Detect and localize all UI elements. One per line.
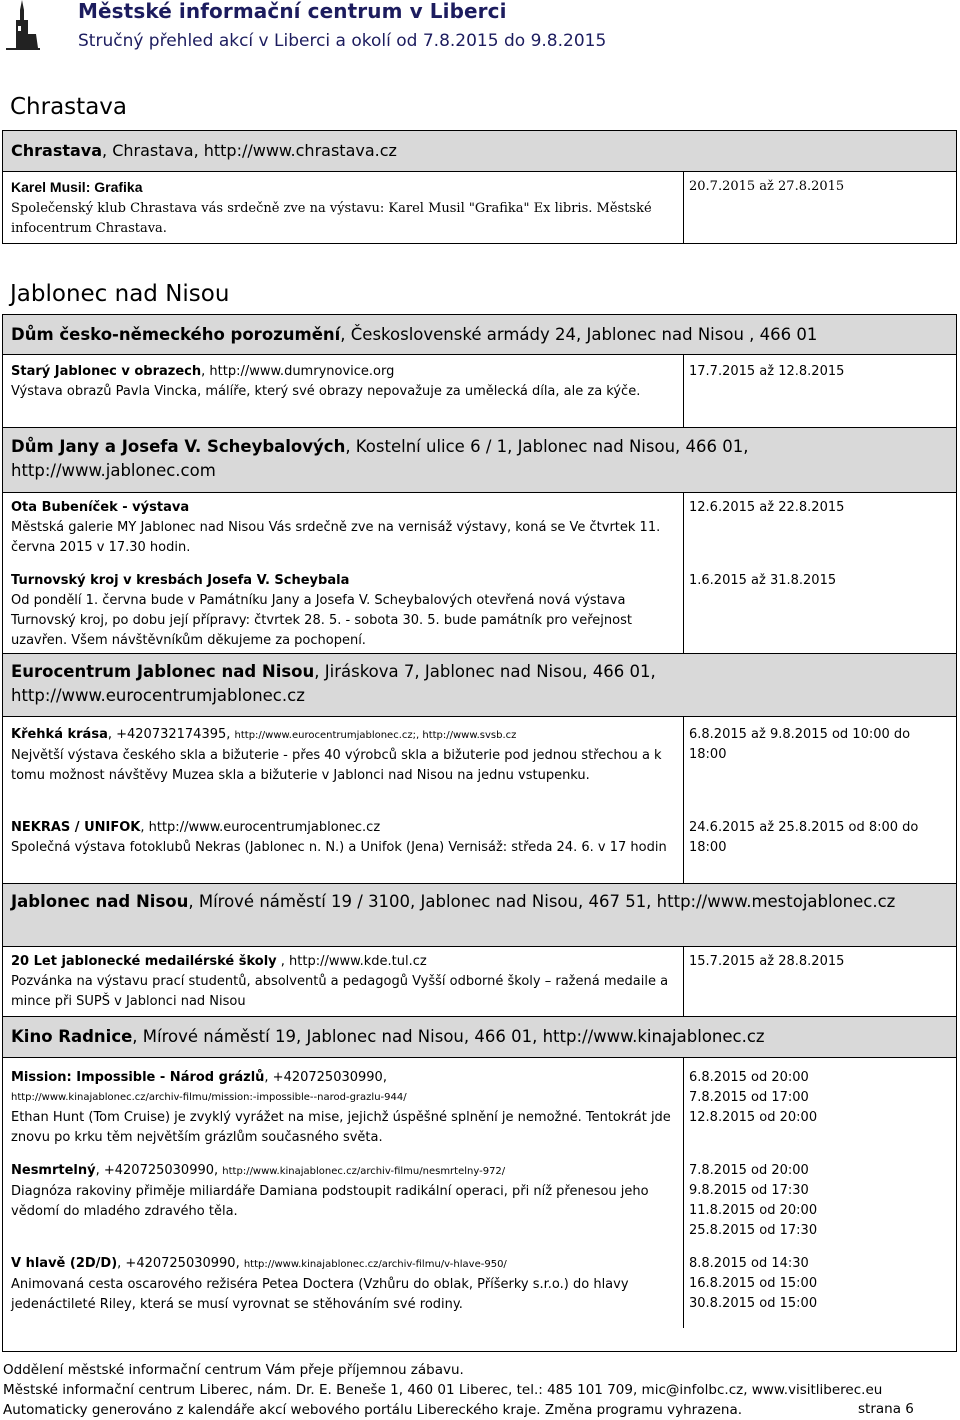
event-date: 17.7.2015 až 12.8.2015 [689, 364, 845, 379]
showtime: 6.8.2015 od 20:00 [689, 1070, 809, 1085]
event-date: 15.7.2015 až 28.8.2015 [689, 954, 845, 969]
event-link[interactable]: http://www.kinajablonec.cz/archiv-filmu/v-hlave-950/ [243, 1259, 507, 1270]
event-link[interactable]: http://www.kinajablonec.cz/archiv-filmu/mission:-impossible--narod-grazlu-944/ [11, 1092, 407, 1103]
event-row [3, 355, 956, 427]
event-date: 1.6.2015 až 31.8.2015 [689, 573, 837, 588]
event-info [11, 1161, 671, 1222]
venue-bar [3, 427, 956, 493]
venue-details: , Chrastava, http://www.chrastava.cz [102, 141, 397, 160]
city-logo-icon [2, 0, 42, 50]
venue-details: , Mírové náměstí 19 / 3100, Jablonec nad Nisou, 467 51, http://www.mestojablonec.cz [188, 892, 896, 911]
page-number: strana 6 [858, 1401, 914, 1417]
venue-name: Dům česko-německého porozumění [11, 325, 341, 344]
event-link[interactable]: , http://www.kde.tul.cz [276, 954, 427, 969]
showtime: 9.8.2015 od 17:30 [689, 1183, 809, 1198]
showtime: 8.8.2015 od 14:30 [689, 1256, 809, 1271]
venue-box-jablonec [2, 314, 957, 1352]
showtime: 16.8.2015 od 15:00 [689, 1276, 818, 1291]
event-phone: , +420732174395, [107, 727, 235, 742]
showtime: 12.8.2015 od 20:00 [689, 1110, 818, 1125]
event-info [11, 818, 671, 858]
event-date: 20.7.2015 až 27.8.2015 [689, 179, 845, 194]
event-phone: , +420725030990, [264, 1070, 387, 1085]
page-header-title: Městské informační centrum v Liberci [78, 0, 507, 23]
event-description: Od pondělí 1. června bude v Památníku Jany a Josefa V. Scheybalových otevřená nová výstava Turnovský kroj, po dobu její přípravy: čtvrtek 28. 5. - sobota 30. 5. bude památník pro veřejnost uzavřen. Všem návštěvníkům děkujeme za pochopení. [11, 593, 632, 648]
event-description: Ethan Hunt (Tom Cruise) je zvyklý vyrážet na mise, jejichž úspěšné splnění je nemožné. Tentokrát jde znovu po krku těm největším grázlům současného světa. [11, 1110, 671, 1145]
event-description: Pozvánka na výstavu prací studentů, absolventů a pedagogů Vyšší odborné školy – ražená medaile a mince při SUPŠ v Jablonci nad Nisou [11, 974, 669, 1009]
section-heading-jablonec: Jablonec nad Nisou [10, 281, 230, 307]
event-dates [689, 1254, 949, 1314]
event-info [11, 177, 671, 239]
event-title: Karel Musil: Grafika [11, 179, 143, 195]
event-info [11, 1254, 671, 1315]
venue-name: Kino Radnice [11, 1027, 133, 1046]
event-group [3, 717, 956, 883]
venue-details: , Československé armády 24, Jablonec nad Nisou , 466 01 [340, 325, 818, 344]
event-description: Výstava obrazů Pavla Vincka, málíře, který své obrazy nepovažuje za umělecká díla, ale za kýče. [11, 384, 641, 399]
showtime: 7.8.2015 od 17:00 [689, 1090, 809, 1105]
event-description: Městská galerie MY Jablonec nad Nisou Vás srdečně zve na vernisáž výstavy, koná se Ve čtvrtek 11. června 2015 v 17.30 hodin. [11, 520, 661, 555]
event-phone: , +420725030990, [95, 1163, 223, 1178]
venue-details: , Kostelní ulice 6 / 1, Jablonec nad Nisou, 466 01, http://www.jablonec.com [11, 437, 749, 480]
section-heading-chrastava: Chrastava [10, 94, 127, 120]
showtime: 7.8.2015 od 20:00 [689, 1163, 809, 1178]
event-title: Mission: Impossible - Národ grázlů [11, 1070, 265, 1085]
showtime: 25.8.2015 od 17:30 [689, 1223, 818, 1238]
event-title: Křehká krása [11, 727, 108, 742]
event-title: Starý Jablonec v obrazech [11, 364, 202, 379]
event-link[interactable]: http://www.eurocentrumjablonec.cz;, http://www.svsb.cz [234, 730, 517, 741]
footer-contact: Městské informační centrum Liberec, nám. Dr. E. Beneše 1, 460 01 Liberec, tel.: 485 101 709, mic@infolbc.cz, www.visitliberec.eu [3, 1382, 883, 1398]
event-group [3, 1058, 956, 1328]
venue-name: Jablonec nad Nisou [11, 892, 189, 911]
event-row [3, 947, 956, 1016]
event-link[interactable]: http://www.kinajablonec.cz/archiv-filmu/nesmrtelny-972/ [222, 1166, 506, 1177]
event-description: Diagnóza rakoviny přiměje miliardáře Damiana podstoupit radikální operaci, při níž přenesou jeho vědomí do mladého zdravého těla. [11, 1184, 649, 1219]
event-row [3, 172, 956, 244]
venue-bar [3, 131, 956, 172]
venue-box-chrastava [2, 130, 957, 244]
page-header-subtitle: Stručný přehled akcí v Liberci a okolí od 7.8.2015 do 9.8.2015 [78, 31, 607, 51]
event-link[interactable]: , http://www.dumrynovice.org [201, 364, 395, 379]
event-description: Animovaná cesta oscarového režiséra Petea Doctera (Vzhůru do oblak, Příšerky s.r.o.) do hlavy jedenáctileté Riley, která se musí vyrovnat se stěhováním své rodiny. [11, 1277, 629, 1312]
venue-bar [3, 315, 956, 355]
event-date: 24.6.2015 až 25.8.2015 od 8:00 do 18:00 [689, 820, 919, 855]
venue-name: Dům Jany a Josefa V. Scheybalových [11, 437, 346, 456]
venue-name: Chrastava [11, 141, 103, 160]
venue-bar [3, 883, 956, 947]
event-description: Největší výstava českého skla a bižuterie - přes 40 výrobců skla a bižuterie pod jednou střechou a k tomu možnost návštěvy Muzea skla a bižuterie v Jablonci nad Nisou na jednu vstupenku. [11, 748, 662, 783]
event-phone: , +420725030990, [117, 1256, 244, 1271]
event-title: Ota Bubeníček - výstava [11, 500, 190, 515]
event-group [3, 493, 956, 653]
event-title: V hlavě (2D/D) [11, 1256, 118, 1271]
event-title: NEKRAS / UNIFOK [11, 820, 141, 835]
event-date: 6.8.2015 až 9.8.2015 od 10:00 do 18:00 [689, 727, 911, 762]
showtime: 30.8.2015 od 15:00 [689, 1296, 818, 1311]
footer-note: Automaticky generováno z kalendáře akcí webového portálu Libereckého kraje. Změna programu vyhrazena. [3, 1402, 743, 1418]
footer-greeting: Oddělení městské informační centrum Vám přeje příjemnou zábavu. [3, 1362, 464, 1378]
event-dates [689, 1068, 949, 1128]
event-dates [689, 1161, 949, 1241]
event-title: Turnovský kroj v kresbách Josefa V. Scheybala [11, 573, 350, 588]
venue-bar [3, 653, 956, 717]
event-info [11, 952, 671, 1012]
event-info [11, 1068, 671, 1148]
venue-bar [3, 1016, 956, 1058]
event-title: 20 Let jablonecké medailérské školy [11, 954, 277, 969]
event-info [11, 725, 671, 786]
showtime: 11.8.2015 od 20:00 [689, 1203, 818, 1218]
venue-details: , Mírové náměstí 19, Jablonec nad Nisou, 466 01, http://www.kinajablonec.cz [132, 1027, 765, 1046]
venue-details: , Jiráskova 7, Jablonec nad Nisou, 466 01, http://www.eurocentrumjablonec.cz [11, 662, 656, 705]
event-info [11, 362, 671, 402]
event-link[interactable]: , http://www.eurocentrumjablonec.cz [140, 820, 381, 835]
event-date: 12.6.2015 až 22.8.2015 [689, 500, 845, 515]
event-info [11, 571, 671, 651]
venue-name: Eurocentrum Jablonec nad Nisou [11, 662, 315, 681]
event-title: Nesmrtelný [11, 1163, 96, 1178]
event-info [11, 498, 671, 558]
event-description: Společenský klub Chrastava vás srdečně zve na výstavu: Karel Musil "Grafika" Ex libris. Městské infocentrum Chrastava. [11, 201, 652, 236]
event-description: Společná výstava fotoklubů Nekras (Jablonec n. N.) a Unifok (Jena) Vernisáž: středa 24. 6. v 17 hodin [11, 840, 667, 855]
